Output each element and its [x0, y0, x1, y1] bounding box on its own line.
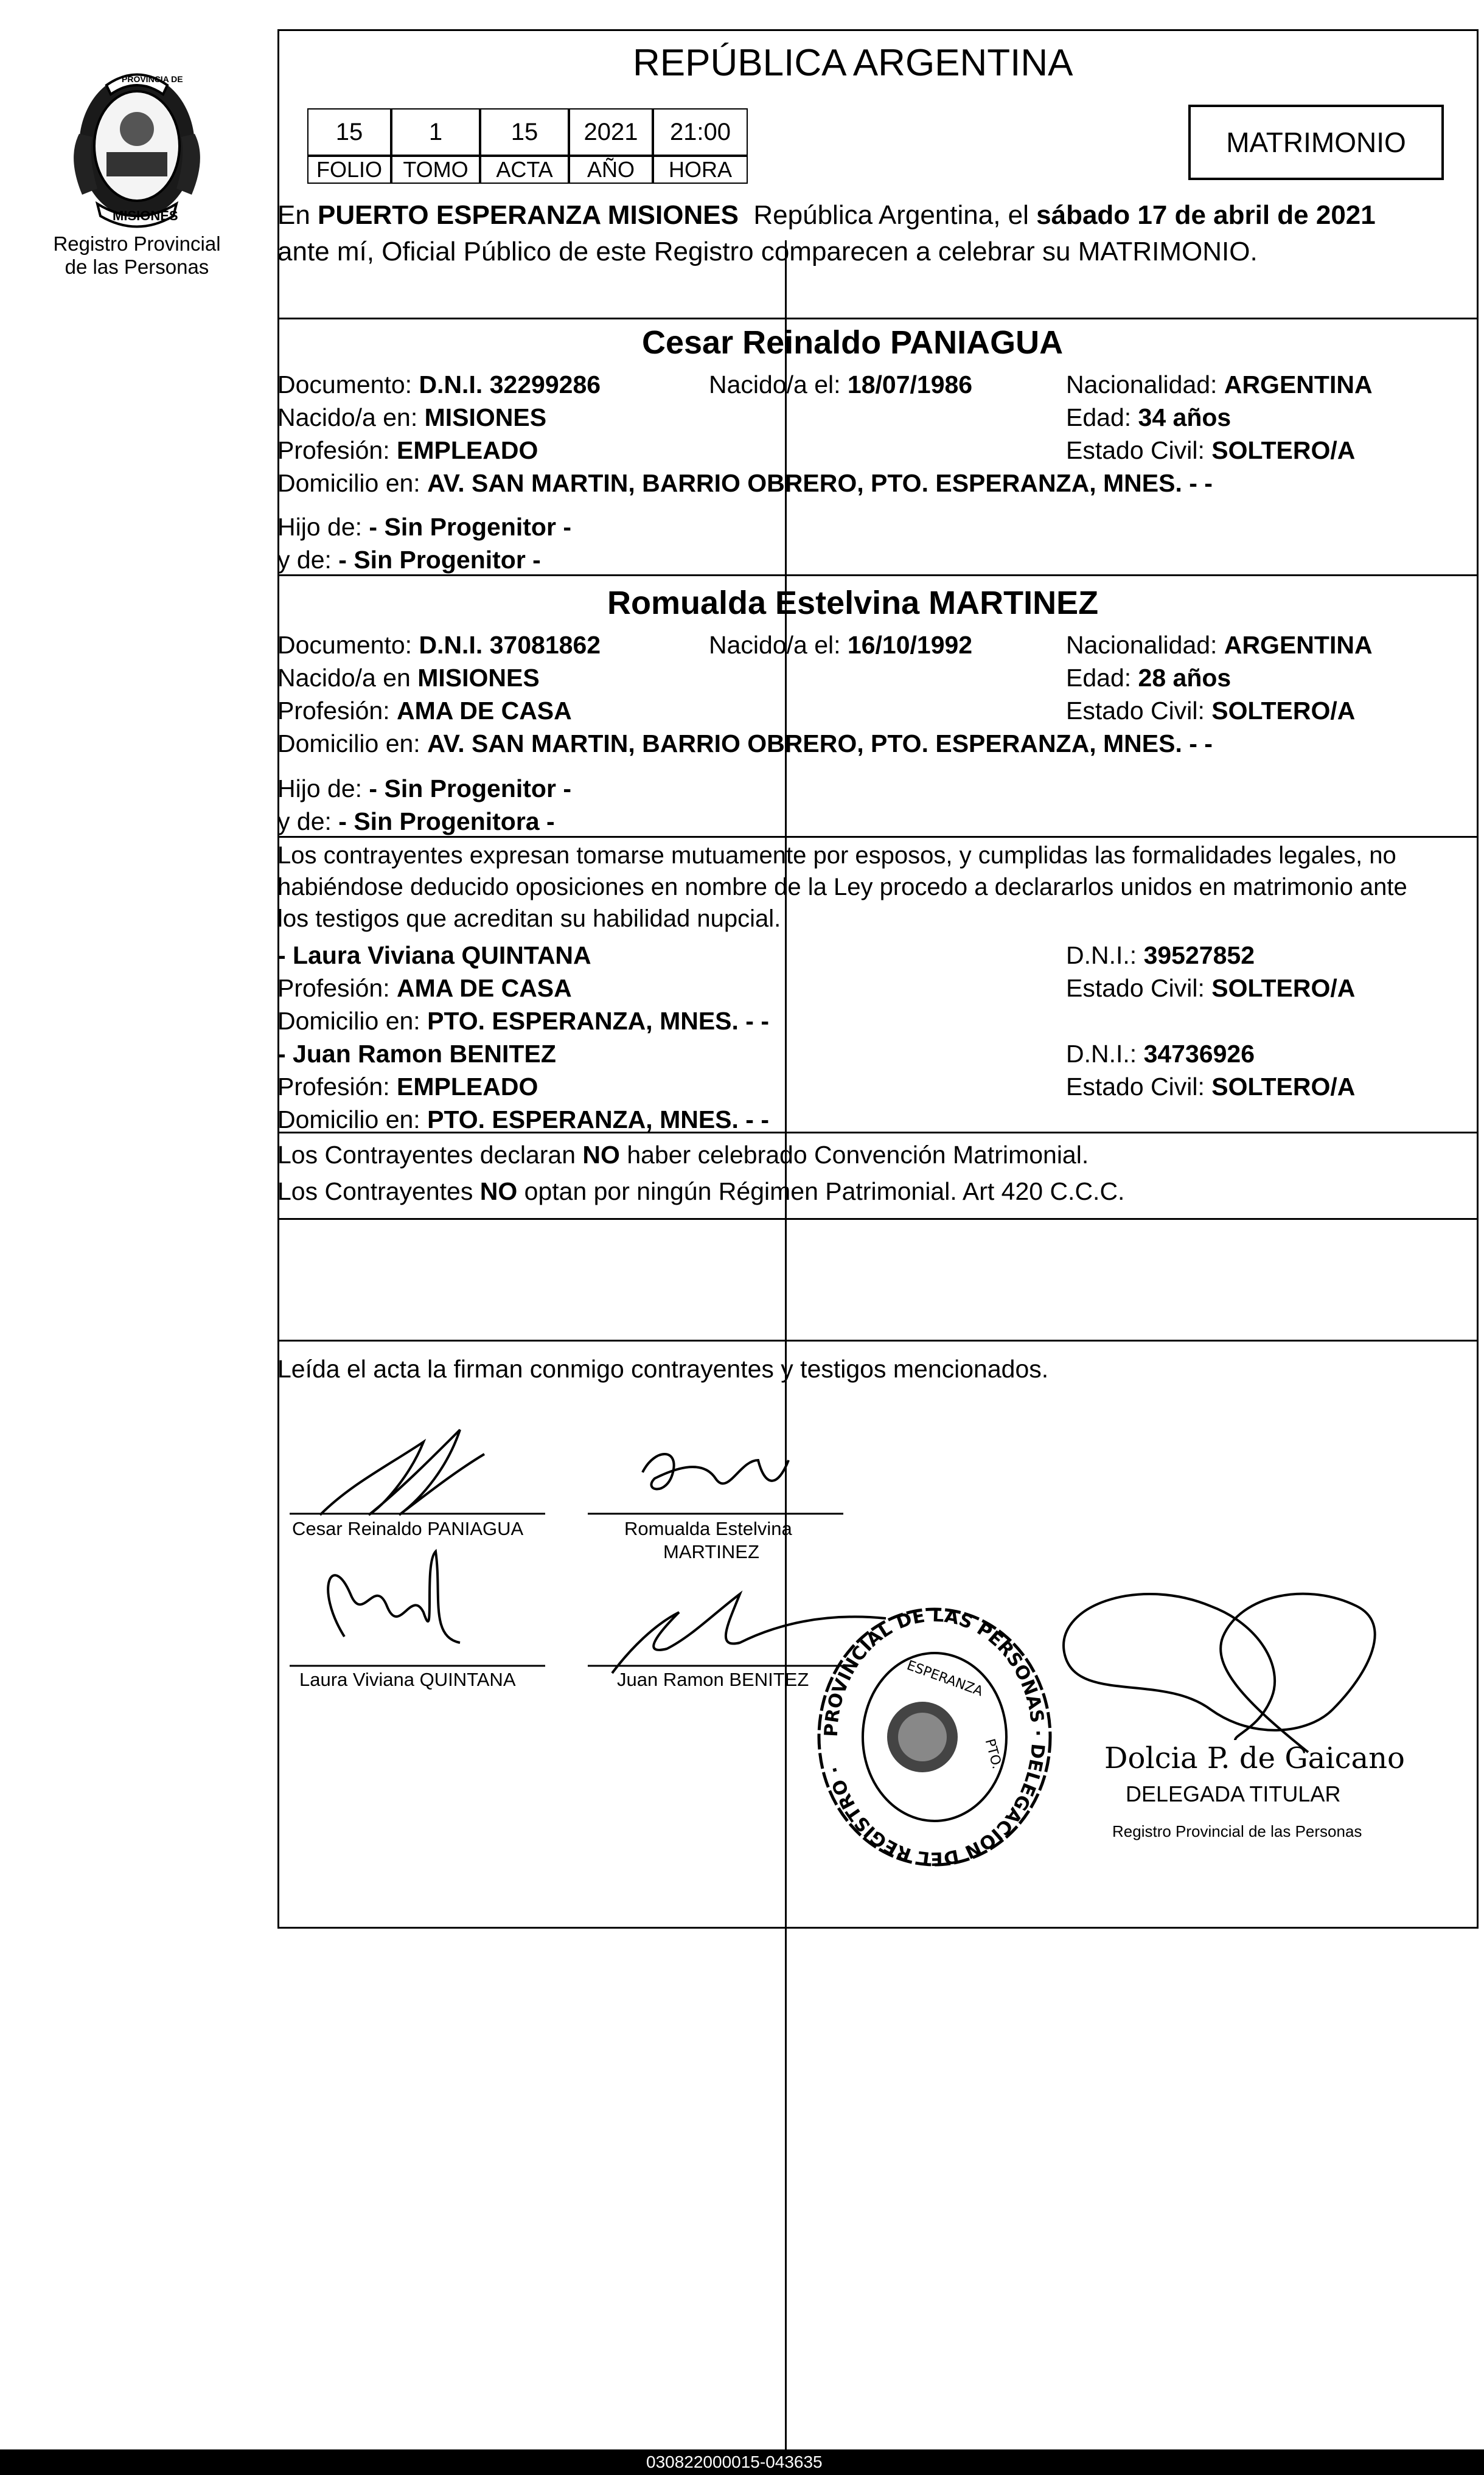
footer-code: 030822000015-043635 — [646, 2452, 823, 2471]
spouse1-document — [277, 370, 601, 399]
intro-date: sábado 17 de abril de 2021 — [1036, 200, 1376, 230]
spouse2-nationality — [1066, 630, 1373, 660]
spouse1-profession — [277, 436, 538, 465]
spouse2-birthdate — [709, 630, 972, 660]
age-label: Edad: — [1066, 664, 1138, 692]
addr-label: Domicilio en: — [277, 729, 428, 757]
stamp-inner-side: PTO. — [981, 1737, 1005, 1771]
convention-line-1 — [277, 1140, 1089, 1169]
age-value: 34 años — [1138, 403, 1231, 431]
witness1-profession — [277, 973, 572, 1003]
official-title: DELEGADA TITULAR — [1126, 1781, 1341, 1806]
intro-prefix: En — [277, 200, 318, 230]
parent1-label: Hijo de: — [277, 775, 369, 802]
folio-label: FOLIO — [307, 156, 391, 184]
witness2-address — [277, 1105, 769, 1134]
spouse2-name: Romualda Estelvina MARTINEZ — [607, 585, 1099, 621]
declaration-line-2: habiéndose deducido oposiciones en nombre de la Ley procedo a declararlos unidos en matrimonio ante — [277, 874, 1407, 900]
logo-top-text: PROVINCIA DE — [122, 74, 183, 84]
country-title: REPÚBLICA ARGENTINA — [633, 42, 1073, 84]
nat-label: Nacionalidad: — [1066, 371, 1224, 399]
born-in-value: MISIONES — [424, 403, 547, 431]
conv1-a: Los Contrayentes declaran — [277, 1141, 583, 1169]
witness1-name: - Laura Viviana QUINTANA — [277, 941, 591, 969]
signature-3-scribble — [328, 1551, 460, 1643]
official-office: Registro Provincial de las Personas — [1112, 1822, 1362, 1840]
spouse2-birthplace — [277, 663, 540, 692]
spouse1-name: Cesar Reinaldo PANIAGUA — [642, 324, 1064, 361]
parent2-value: - Sin Progenitora - — [338, 807, 555, 835]
signature-1-caption: Cesar Reinaldo PANIAGUA — [292, 1518, 524, 1539]
conv2-no: NO — [479, 1177, 518, 1205]
prof-label: Profesión: — [277, 436, 397, 464]
born-in-value: MISIONES — [417, 664, 540, 692]
prof-value: EMPLEADO — [397, 1073, 538, 1101]
convention-line-2 — [277, 1177, 1124, 1206]
parent1-label: Hijo de: — [277, 513, 369, 541]
civil-value: SOLTERO/A — [1211, 436, 1356, 464]
logo-bottom-text: MISIONES — [113, 208, 178, 223]
stamp-ring-text: PROVINCIAL DE LAS PERSONAS · DELEGACION DEL REGISTRO · — [820, 1606, 1049, 1868]
declaration-line-1: Los contrayentes expresan tomarse mutuamente por esposos, y cumplidas las formalidades legales, no — [277, 842, 1396, 869]
witness2-dni — [1066, 1039, 1255, 1068]
civil-value: SOLTERO/A — [1211, 1073, 1356, 1101]
addr-value: AV. SAN MARTIN, BARRIO OBRERO, PTO. ESPERANZA, MNES. - - — [427, 729, 1213, 757]
birth-value: 16/10/1992 — [847, 631, 973, 659]
spouse1-age — [1066, 403, 1231, 432]
addr-value: AV. SAN MARTIN, BARRIO OBRERO, PTO. ESPERANZA, MNES. - - — [427, 469, 1213, 497]
intro-middle: República Argentina, el — [738, 200, 1037, 230]
record-type-box: MATRIMONIO — [1188, 105, 1444, 180]
signature-2-caption-2: MARTINEZ — [663, 1541, 759, 1562]
born-in-label: Nacido/a en: — [277, 403, 425, 431]
addr-value: PTO. ESPERANZA, MNES. - - — [427, 1007, 770, 1035]
spouse1-parent1 — [277, 512, 571, 541]
intro-place: PUERTO ESPERANZA MISIONES — [318, 200, 739, 230]
spouse1-birthdate — [709, 370, 972, 399]
divider-convention — [277, 1218, 1479, 1220]
witness1-dni — [1066, 941, 1255, 970]
province-shield-icon — [55, 61, 219, 231]
doc-label: Documento: — [277, 631, 419, 659]
civil-label: Estado Civil: — [1066, 1073, 1212, 1101]
doc-value: D.N.I. 32299286 — [419, 371, 601, 399]
nat-label: Nacionalidad: — [1066, 631, 1224, 659]
spouse1-address — [277, 468, 1213, 498]
folio-value: 15 — [307, 108, 391, 156]
spouse1-nationality — [1066, 370, 1373, 399]
spouse2-age — [1066, 663, 1231, 692]
doc-value: D.N.I. 37081862 — [419, 631, 601, 659]
dni-label: D.N.I.: — [1066, 1040, 1144, 1068]
nat-value: ARGENTINA — [1224, 631, 1373, 659]
divider-spouse2 — [277, 836, 1479, 838]
acta-value: 15 — [480, 108, 569, 156]
parent2-label: y de: — [277, 546, 339, 574]
addr-label: Domicilio en: — [277, 469, 428, 497]
prof-value: AMA DE CASA — [397, 697, 572, 725]
registry-caption — [37, 232, 237, 279]
spouse2-parent1 — [277, 774, 571, 803]
official-name: Dolcia P. de Gaicano — [1104, 1741, 1405, 1775]
divider-header — [277, 318, 1479, 319]
birth-label: Nacido/a el: — [709, 631, 848, 659]
hora-label: HORA — [653, 156, 748, 184]
age-value: 28 años — [1138, 664, 1231, 692]
spouse1-birthplace — [277, 403, 546, 432]
prof-value: EMPLEADO — [397, 436, 538, 464]
registry-line-1: Registro Provincial — [53, 232, 221, 255]
doc-label: Documento: — [277, 371, 419, 399]
born-in-label: Nacido/a en — [277, 664, 418, 692]
divider-notes — [277, 1340, 1479, 1342]
province-logo — [55, 61, 219, 231]
signature-2-scribble — [643, 1454, 789, 1489]
conv2-c: optan por ningún Régimen Patrimonial. Art 420 C.C.C. — [517, 1177, 1125, 1205]
signature-4-caption: Juan Ramon BENITEZ — [617, 1669, 809, 1690]
prof-label: Profesión: — [277, 1073, 397, 1101]
prof-label: Profesión: — [277, 697, 397, 725]
parent2-label: y de: — [277, 807, 339, 835]
spouse2-profession — [277, 696, 572, 725]
tomo-value: 1 — [391, 108, 480, 156]
conv1-no: NO — [582, 1141, 620, 1169]
civil-value: SOLTERO/A — [1211, 974, 1356, 1002]
tomo-label: TOMO — [391, 156, 480, 184]
registry-line-2: de las Personas — [64, 256, 209, 278]
civil-value: SOLTERO/A — [1211, 697, 1356, 725]
intro-line-2: ante mí, Oficial Público de este Registro comparecen a celebrar su MATRIMONIO. — [277, 237, 1258, 266]
dni-label: D.N.I.: — [1066, 941, 1144, 969]
prof-label: Profesión: — [277, 974, 397, 1002]
civil-label: Estado Civil: — [1066, 697, 1212, 725]
spouse1-civil-status — [1066, 436, 1355, 465]
signature-3-caption: Laura Viviana QUINTANA — [299, 1669, 516, 1690]
parent2-value: - Sin Progenitor - — [338, 546, 541, 574]
anio-value: 2021 — [569, 108, 653, 156]
age-label: Edad: — [1066, 403, 1138, 431]
witness2-civil-status — [1066, 1072, 1355, 1101]
addr-label: Domicilio en: — [277, 1105, 428, 1133]
spouse2-address — [277, 729, 1213, 758]
hora-value: 21:00 — [653, 108, 748, 156]
acta-label: ACTA — [480, 156, 569, 184]
prof-value: AMA DE CASA — [397, 974, 572, 1002]
birth-label: Nacido/a el: — [709, 371, 848, 399]
signature-2-caption-1: Romualda Estelvina — [624, 1518, 792, 1539]
nat-value: ARGENTINA — [1224, 371, 1373, 399]
spouse2-parent2 — [277, 807, 555, 836]
dni-value: 34736926 — [1143, 1040, 1255, 1068]
witness1-address — [277, 1006, 769, 1036]
divider-spouse1 — [277, 574, 1479, 576]
intro-line-1 — [277, 198, 1376, 232]
birth-value: 18/07/1986 — [847, 371, 973, 399]
registry-stamp — [813, 1606, 1056, 1868]
civil-label: Estado Civil: — [1066, 974, 1212, 1002]
addr-value: PTO. ESPERANZA, MNES. - - — [427, 1105, 770, 1133]
conv1-c: haber celebrado Convención Matrimonial. — [619, 1141, 1089, 1169]
spouse2-civil-status — [1066, 696, 1355, 725]
witness2-profession — [277, 1072, 538, 1101]
conv2-a: Los Contrayentes — [277, 1177, 480, 1205]
anio-label: AÑO — [569, 156, 653, 184]
civil-label: Estado Civil: — [1066, 436, 1212, 464]
witness1-civil-status — [1066, 973, 1355, 1003]
parent1-value: - Sin Progenitor - — [369, 513, 571, 541]
declaration-line-3: los testigos que acreditan su habilidad nupcial. — [277, 905, 781, 932]
stamp-inner-top: ESPERANZA — [904, 1658, 985, 1700]
spouse1-parent2 — [277, 545, 541, 574]
addr-label: Domicilio en: — [277, 1007, 428, 1035]
spouse2-document — [277, 630, 601, 660]
parent1-value: - Sin Progenitor - — [369, 775, 571, 802]
dni-value: 39527852 — [1143, 941, 1255, 969]
witness2-name: - Juan Ramon BENITEZ — [277, 1040, 556, 1068]
closing-statement: Leída el acta la firman conmigo contrayentes y testigos mencionados. — [277, 1355, 1049, 1383]
signature-1-scribble — [320, 1430, 484, 1515]
